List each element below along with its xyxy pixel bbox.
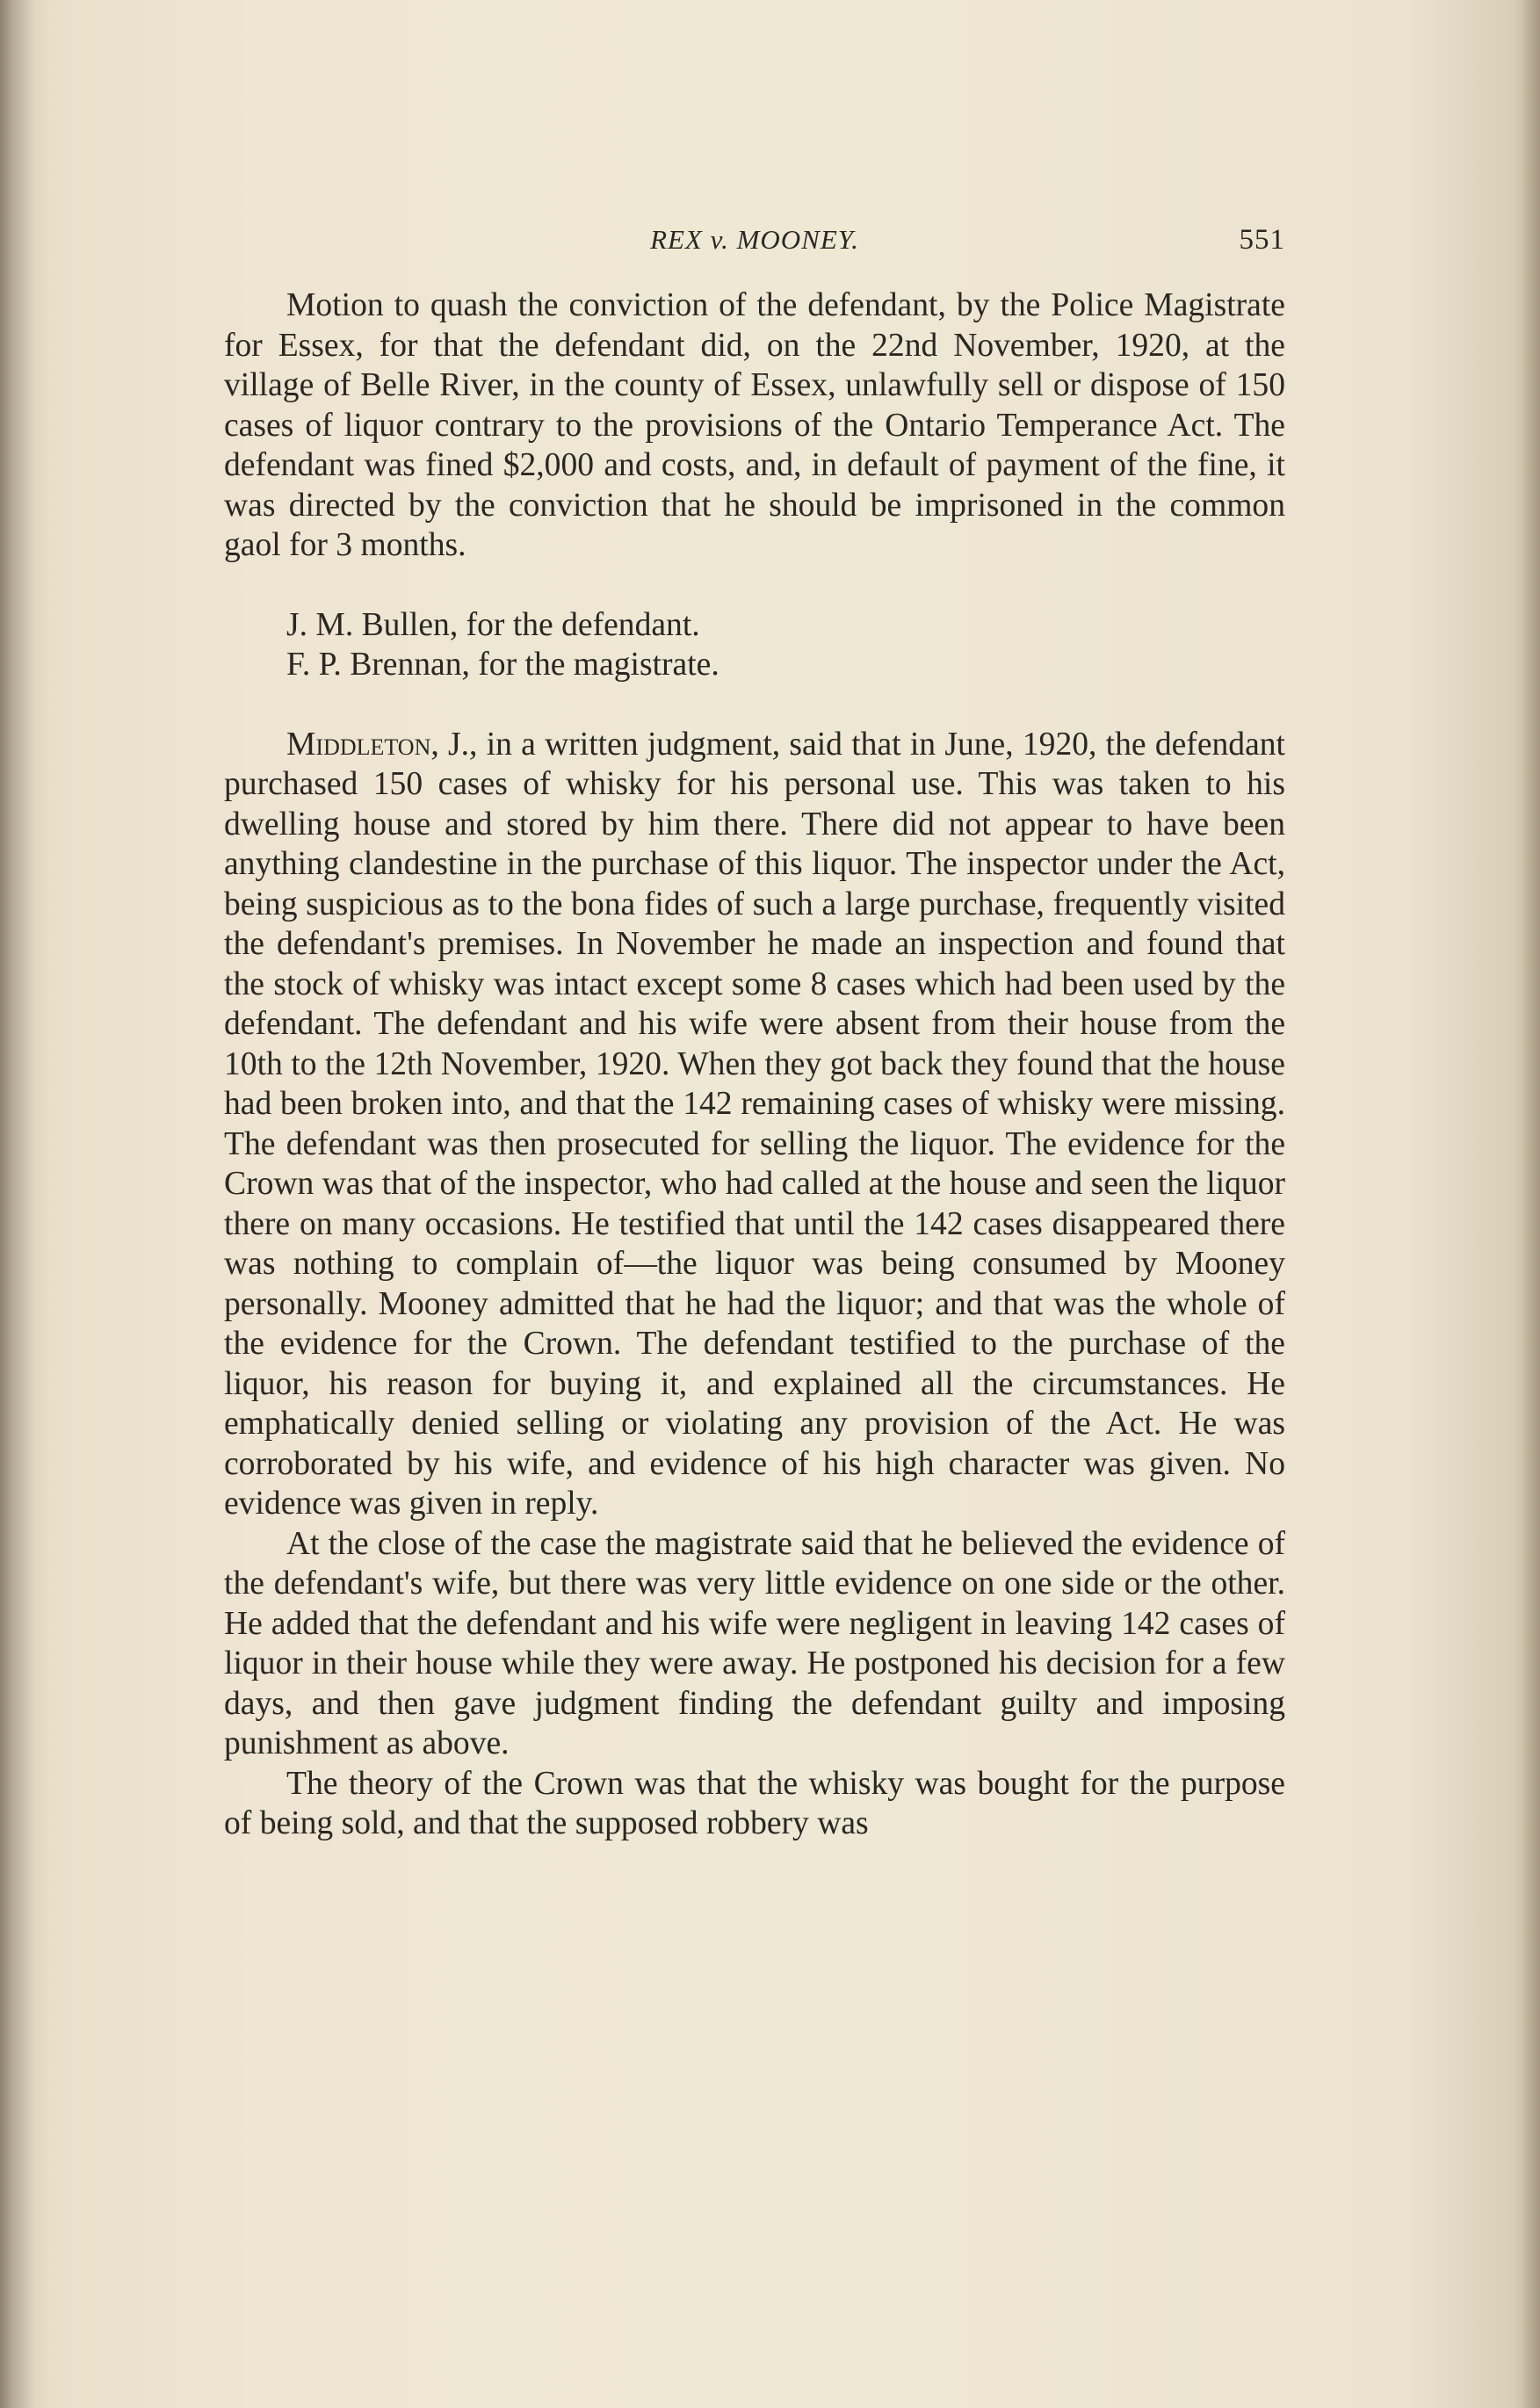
judgment-paragraph-2: At the close of the case the magistrate said that he believed the evidence of the defendant's wife, but there was very little evidence on one side or the other. He added that the defendant and his wife were negligent in leaving 142 cases of liquor in their house while they were away. He postponed his decision for a few days, and then gave judgment finding the defendant guilty and imposing punishment as above.	[224, 1525, 1285, 1761]
page-body	[224, 286, 1285, 1844]
counsel-defendant: J. M. Bullen, for the defendant.	[286, 606, 700, 643]
book-page	[224, 215, 1285, 1844]
judge-name: Middleton	[286, 726, 431, 763]
running-head: REX v. MOONEY.	[650, 224, 859, 255]
motion-paragraph: Motion to quash the conviction of the defendant, by the Police Magistrate for Essex, for that the defendant did, on the 22nd November, 1920, at the village of Belle River, in the county of Essex, unlawfully sell or dispose of 150 cases of liquor contrary to the provisions of the Ontario Temperance Act. The defendant was fined $2,000 and costs, and, in default of payment of the fine, it was directed by the conviction that he should be imprisoned in the common gaol for 3 months.	[224, 287, 1285, 563]
judgment-paragraph-3: The theory of the Crown was that the whisky was bought for the purpose of being sold, and that the supposed robbery was	[224, 1765, 1285, 1841]
book-spine-shadow	[0, 0, 35, 2408]
counsel-magistrate: F. P. Brennan, for the magistrate.	[286, 647, 719, 683]
page-header	[224, 215, 1285, 268]
page-edge-shadow	[1521, 0, 1540, 2408]
judgment-paragraph-1-text: , J., in a written judgment, said that in June, 1920, the defendant purchased 150 cases of whisky for his personal use. This was taken to his dwelling house and stored by him there. There did not appear to have been anything clandestine in the purchase of this liquor. The inspector under the Act, being suspicious as to the bona fides of such a large purchase, frequently visited the defendant's premises. In November he made an inspection and found that the stock of whisky was intact except some 8 cases which had been used by the defendant. The defendant and his wife were absent from their house from the 10th to the 12th November, 1920. When they got back they found that the house had been broken into, and that the 142 remaining cases of whisky were missing. The defendant was then prosecuted for selling the liquor. The evidence for the Crown was that of the inspector, who had called at the house and seen the liquor there on many occasions. He testified that until the 142 cases disappeared there was nothing to complain of—the liquor was being consumed by Mooney personally. Mooney admitted that he had the liquor; and that was the whole of the evidence for the Crown. The defendant testified to the purchase of the liquor, his reason for buying it, and explained all the circumstances. He emphatically denied selling or violating any provision of the Act. He was corroborated by his wife, and evidence of his high character was given. No evidence was given in reply.	[224, 726, 1285, 1522]
page-number: 551	[1239, 224, 1285, 256]
judgment-paragraph-1	[224, 725, 1285, 1524]
